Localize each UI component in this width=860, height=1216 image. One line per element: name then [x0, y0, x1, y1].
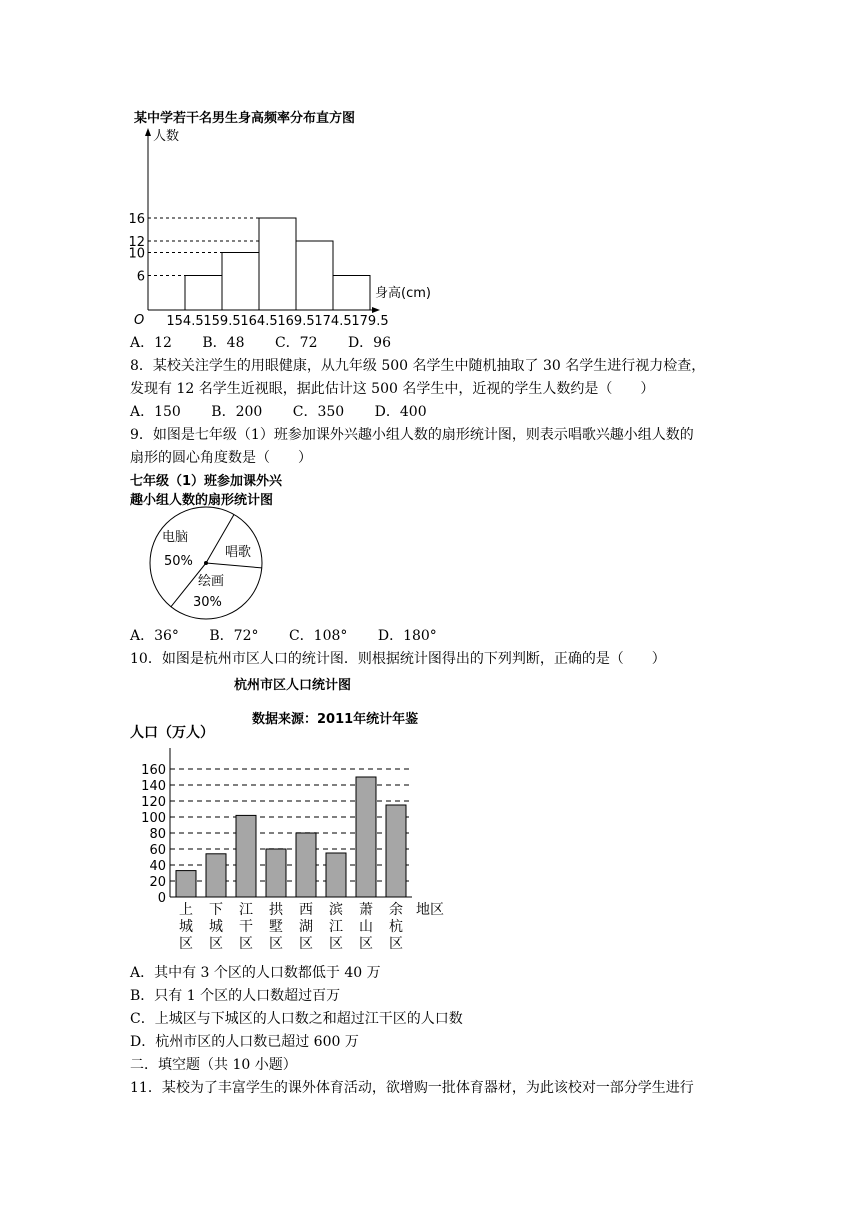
population-ytick-label: 140: [141, 779, 166, 794]
population-ytick-label: 0: [157, 891, 166, 906]
histogram-x-arrow: [372, 307, 380, 313]
q10-option-a: A．其中有 3 个区的人口数都低于 40 万: [130, 965, 381, 981]
q7-option-b: B．48: [202, 335, 245, 351]
histogram-ytick-label: 6: [136, 269, 145, 285]
population-category-label: 江干区: [239, 902, 253, 952]
population-bar: [266, 849, 286, 897]
population-ytick-label: 160: [141, 763, 166, 778]
histogram-xtick-label: 159.5: [203, 314, 241, 329]
q8-option-b: B．200: [211, 404, 263, 420]
population-ytick-label: 100: [141, 811, 166, 826]
population-bar: [356, 777, 376, 897]
population-xlabel: 地区: [416, 902, 444, 918]
q7-option-d: D．96: [347, 335, 391, 351]
histogram-bar: [296, 241, 333, 310]
histogram-bar: [222, 253, 259, 311]
histogram-ylabel: 人数: [153, 129, 180, 144]
pie-divider-2: [206, 563, 262, 568]
histogram-xtick-label: 169.5: [277, 314, 315, 329]
population-ylabel: 人口（万人）: [130, 725, 214, 741]
q10-option-c: C．上城区与下城区的人口数之和超过江干区的人口数: [130, 1011, 463, 1027]
histogram-origin: O: [134, 313, 145, 328]
population-bar: [386, 805, 406, 897]
population-category-label: 萧山区: [359, 902, 373, 952]
q7-options: [130, 333, 417, 353]
section-2-heading: 二．填空题（共 10 小题）: [130, 1057, 297, 1073]
histogram-bar: [185, 276, 222, 311]
pie-title-line1: 七年级（1）班参加课外兴: [130, 474, 283, 489]
population-category-label: 余杭区: [389, 902, 403, 952]
q10-line: 10．如图是杭州市区人口的统计图．则根据统计图得出的下列判断，正确的是（ ）: [130, 651, 666, 667]
q8-option-a: A．150: [130, 404, 181, 420]
histogram-xtick-label: 154.5: [166, 314, 204, 329]
q8-line2: 发现有 12 名学生近视眼，据此估计这 500 名学生中，近视的学生人数约是（ ）: [130, 381, 655, 397]
population-title: 杭州市区人口统计图: [234, 678, 352, 693]
q9-line2: 扇形的圆心角度数是（ ）: [130, 450, 312, 466]
histogram-ytick-label: 12: [128, 235, 145, 250]
pie-label-painting: 绘画: [198, 574, 225, 589]
population-ytick-label: 20: [149, 875, 166, 890]
q7-option-a: A．12: [130, 335, 172, 351]
histogram-xlabel: 身高(cm): [375, 286, 431, 301]
q7-option-c: C．72: [274, 335, 318, 351]
q8-options: [130, 402, 453, 422]
population-category-label: 滨江区: [329, 902, 343, 952]
histogram-xtick-label: 164.5: [240, 314, 278, 329]
population-bar: [236, 815, 256, 897]
histogram-ytick-label: 10: [128, 246, 145, 262]
population-category-label: 西湖区: [299, 902, 313, 952]
population-ytick-label: 120: [141, 795, 166, 810]
population-category-label: 上城区: [179, 902, 193, 952]
q9-option-c: C．108°: [288, 628, 348, 644]
q8-line1: 8．某校关注学生的用眼健康，从九年级 500 名学生中随机抽取了 30 名学生进行视力检查，: [130, 358, 706, 374]
population-category-label: 拱墅区: [269, 902, 283, 952]
pie-label-computer: 电脑: [162, 530, 189, 545]
q8-option-c: C．350: [292, 404, 345, 420]
q9-option-d: D．180°: [377, 628, 437, 644]
q9-option-b: B．72°: [209, 628, 259, 644]
histogram-xtick-label: 179.5: [351, 314, 389, 329]
population-ytick-label: 40: [149, 859, 166, 874]
histogram-xtick-label: 174.5: [314, 314, 352, 329]
population-chart: [130, 740, 460, 958]
population-ytick-label: 60: [149, 843, 166, 858]
population-bar: [326, 853, 346, 897]
q9-option-a: A．36°: [130, 628, 179, 644]
population-bar: [296, 833, 316, 897]
pie-value-painting: 30%: [193, 595, 222, 610]
pie-label-singing: 唱歌: [225, 545, 252, 560]
histogram-ytick-label: 16: [128, 212, 145, 227]
pie-title-line2: 趣小组人数的扇形统计图: [130, 493, 274, 508]
q8-option-d: D．400: [374, 404, 427, 420]
histogram-chart: [110, 122, 450, 332]
q10-option-b: B．只有 1 个区的人口数超过百万: [130, 988, 341, 1004]
pie-center: [204, 561, 208, 565]
histogram-title: 某中学若干名男生身高频率分布直方图: [134, 111, 356, 126]
pie-value-computer: 50%: [164, 554, 193, 569]
population-bar: [176, 871, 196, 897]
q9-line1: 9．如图是七年级（1）班参加课外兴趣小组人数的扇形统计图，则表示唱歌兴趣小组人数的: [130, 427, 694, 443]
q11-line: 11．某校为了丰富学生的课外体育活动，欲增购一批体育器材，为此该校对一部分学生进行: [130, 1080, 694, 1096]
population-bar: [206, 854, 226, 897]
q9-options: [130, 626, 463, 646]
histogram-y-arrow: [145, 128, 151, 136]
population-ytick-label: 80: [149, 827, 166, 842]
histogram-bar: [259, 218, 296, 310]
population-category-label: 下城区: [209, 902, 223, 952]
population-source: 数据来源：2011年统计年鉴: [252, 712, 419, 727]
pie-chart: [140, 505, 280, 623]
histogram-bar: [333, 276, 370, 311]
q10-option-d: D．杭州市区的人口数已超过 600 万: [130, 1034, 359, 1050]
